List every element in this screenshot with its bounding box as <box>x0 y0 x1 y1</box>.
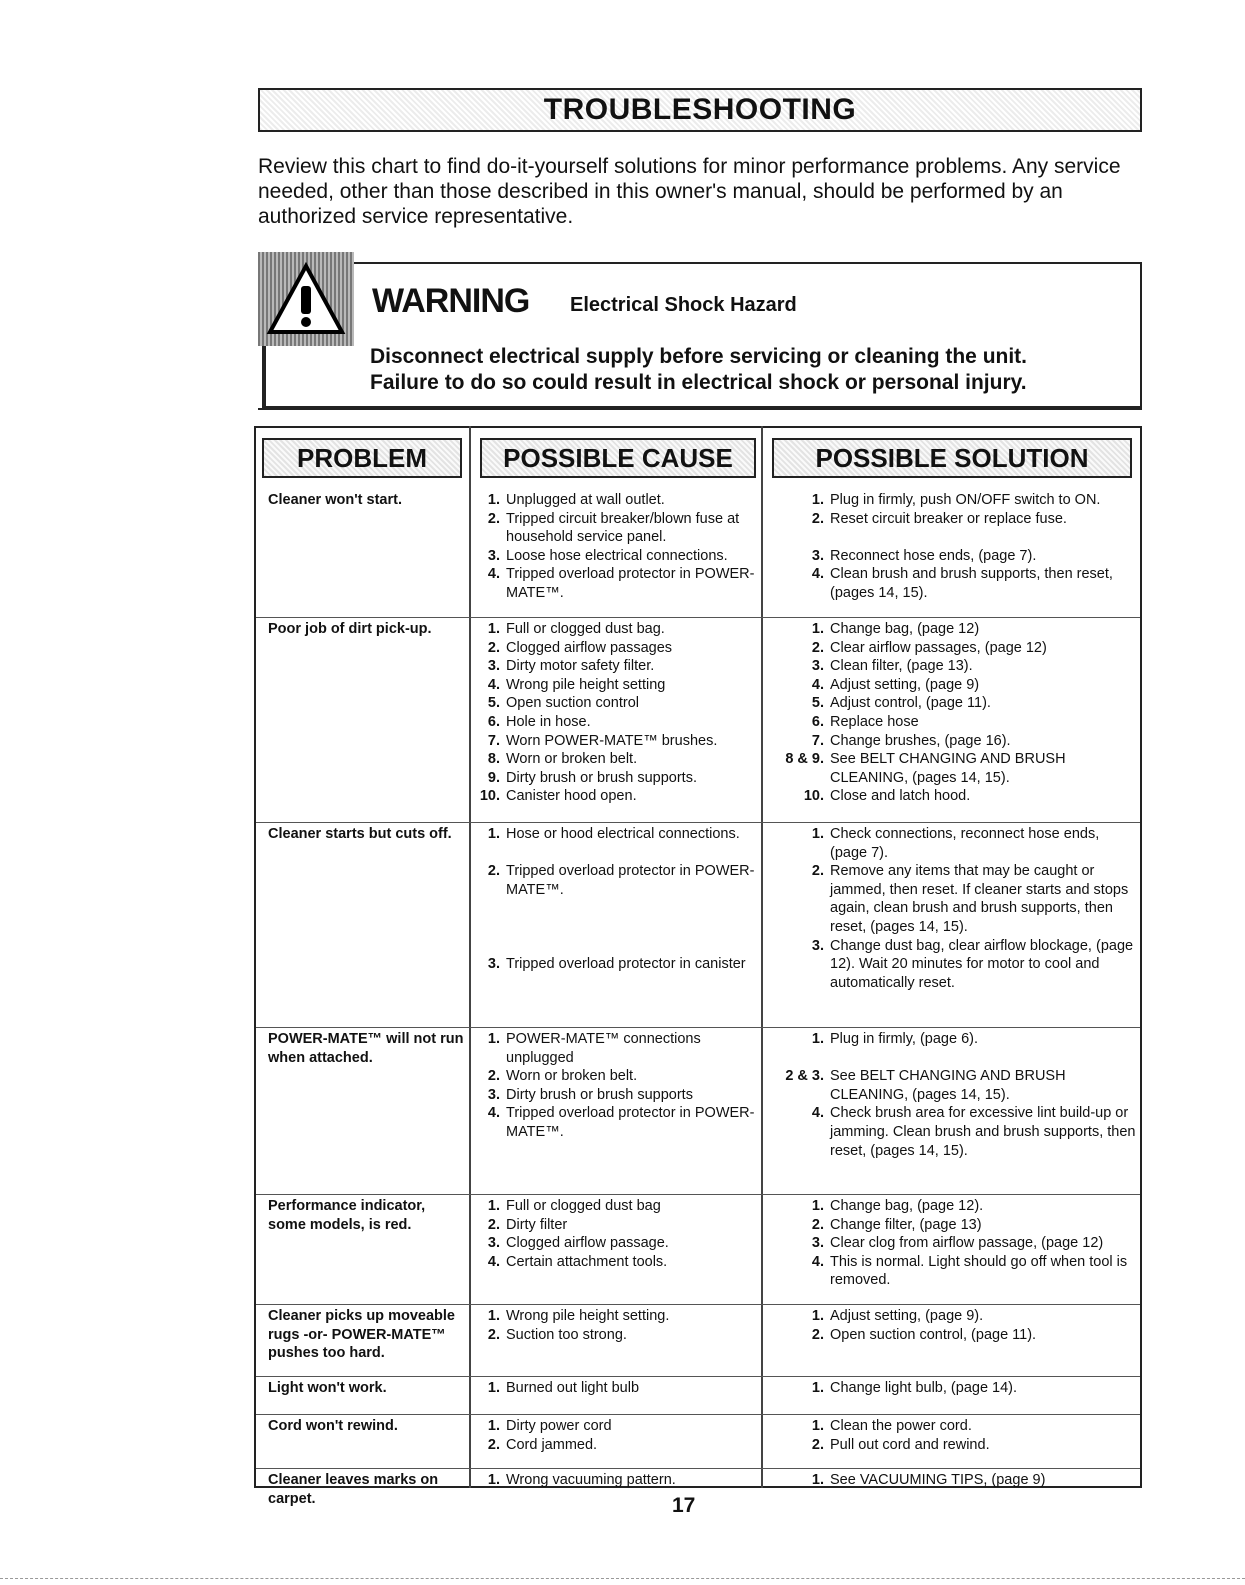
item-number: 1. <box>811 1380 824 1396</box>
cause-item <box>478 1197 758 1216</box>
table-row <box>256 1377 1140 1415</box>
cause-item <box>478 491 758 510</box>
solution-cell <box>762 1195 1140 1304</box>
item-number: 4. <box>487 1105 500 1122</box>
item-number: 3. <box>487 956 500 973</box>
item-number: 1. <box>487 621 500 637</box>
page-title: TROUBLESHOOTING <box>543 93 857 126</box>
item-text: Check connections, reconnect hose ends, (page 7). <box>830 826 1100 861</box>
cause-item <box>478 1216 758 1235</box>
table-row <box>256 489 1140 618</box>
item-number: 1. <box>487 1031 500 1047</box>
solution-cell <box>762 1377 1140 1414</box>
cause-item <box>478 1307 758 1326</box>
item-number: 1. <box>487 1472 500 1488</box>
intro-paragraph: Review this chart to find do-it-yourself solutions for minor performance problems. Any service needed, other than those described in this owner's manual, should be performed by an authorized service representative. <box>258 155 1121 228</box>
item-text: Full or clogged dust bag. <box>506 621 665 637</box>
item-text: Wrong pile height setting. <box>506 1308 670 1324</box>
item-text: Clean the power cord. <box>830 1418 972 1434</box>
item-text: Reconnect hose ends, (page 7). <box>830 547 1037 564</box>
solution-item <box>772 1104 1136 1160</box>
page-edge-divider <box>0 1578 1245 1579</box>
item-number: 7. <box>811 732 824 749</box>
item-text: This is normal. Light should go off when tool is removed. <box>830 1253 1128 1289</box>
item-text: See BELT CHANGING AND BRUSH CLEANING, (pages 14, 15). <box>830 1068 1066 1103</box>
solution-item <box>772 510 1136 529</box>
item-text: Unplugged at wall outlet. <box>506 492 665 508</box>
item-text: Wrong vacuuming pattern. <box>506 1472 676 1488</box>
solution-cell <box>762 618 1140 822</box>
item-number: 1. <box>811 492 824 508</box>
item-text: Canister hood open. <box>506 788 637 805</box>
item-text: Close and latch hood. <box>830 788 971 805</box>
cause-item <box>478 844 758 863</box>
item-text: Suction too strong. <box>506 1326 627 1343</box>
item-text: Change bag, (page 12) <box>830 621 980 637</box>
page-number: 17 <box>672 1494 696 1517</box>
cause-cell <box>470 1377 762 1414</box>
item-text: Check brush area for excessive lint build-up or jamming. Clean brush and brush supports, then reset, (pages 14, 15). <box>830 1105 1136 1159</box>
item-text: Worn or broken belt. <box>506 1068 638 1085</box>
cause-cell <box>470 823 762 1027</box>
cause-item <box>478 1086 758 1105</box>
solution-item <box>772 1326 1136 1345</box>
item-text: POWER-MATE™ connections unplugged <box>506 1031 701 1066</box>
item-text: Dirty power cord <box>506 1418 612 1434</box>
problem-cell: POWER-MATE™ will not run when attached. <box>268 1031 464 1066</box>
item-number: 1. <box>487 1418 500 1434</box>
cause-item <box>478 899 758 918</box>
item-number: 6. <box>487 713 500 730</box>
item-number: 4. <box>811 566 824 583</box>
cause-item <box>478 1471 758 1490</box>
item-text: Hose or hood electrical connections. <box>506 826 740 842</box>
warning-text <box>370 344 1130 396</box>
problem-cell: Performance indicator, some models, is red. <box>268 1198 426 1233</box>
solution-item <box>772 1067 1136 1104</box>
item-number: 1. <box>811 1418 824 1434</box>
cause-cell <box>470 1195 762 1304</box>
warning-triangle-icon <box>258 252 354 346</box>
item-number: 4. <box>487 566 500 583</box>
problem-cell: Cleaner starts but cuts off. <box>268 826 452 842</box>
item-text: Change dust bag, clear airflow blockage, (page 12). Wait 20 minutes for motor to cool and automatically reset. <box>830 937 1134 991</box>
solution-item <box>772 862 1136 936</box>
cause-item <box>478 750 758 769</box>
item-number: 3. <box>487 1086 500 1103</box>
item-number: 2. <box>487 639 500 656</box>
item-number: 2. <box>811 1436 824 1453</box>
solution-cell <box>762 1028 1140 1194</box>
item-number: 4. <box>811 1253 824 1270</box>
item-number: 1. <box>811 621 824 637</box>
solution-item <box>772 787 1136 806</box>
item-number: 2. <box>487 510 500 527</box>
item-text <box>506 844 758 863</box>
item-number: 2. <box>487 1326 500 1343</box>
item-number: 2. <box>811 639 824 656</box>
item-number <box>772 528 830 547</box>
item-number: 10. <box>479 788 500 805</box>
item-text: Open suction control <box>506 695 639 712</box>
solution-item <box>772 1030 1136 1049</box>
cause-item <box>478 676 758 695</box>
warning-heading: WARNING <box>372 282 530 320</box>
cause-item <box>478 918 758 937</box>
item-text: Worn or broken belt. <box>506 751 638 768</box>
item-text: Change brushes, (page 16). <box>830 732 1011 749</box>
item-text: Loose hose electrical connections. <box>506 547 728 564</box>
problem-cell: Cleaner leaves marks on carpet. <box>268 1472 439 1507</box>
solution-item <box>772 1216 1136 1235</box>
solution-item <box>772 547 1136 566</box>
solution-item <box>772 528 1136 547</box>
cause-item <box>478 547 758 566</box>
item-number: 4. <box>811 676 824 693</box>
solution-item <box>772 750 1136 787</box>
item-number: 4. <box>487 676 500 693</box>
item-text: Change filter, (page 13) <box>830 1216 982 1233</box>
item-text: Clean filter, (page 13). <box>830 658 973 675</box>
item-text: Change light bulb, (page 14). <box>830 1380 1018 1396</box>
solution-cell <box>762 1415 1140 1468</box>
cause-item <box>478 862 758 899</box>
item-text <box>506 918 758 937</box>
item-number: 7. <box>487 732 500 749</box>
item-number <box>478 899 506 918</box>
cause-item <box>478 1253 758 1272</box>
table-row <box>256 1469 1140 1528</box>
item-number: 3. <box>811 547 824 564</box>
cause-cell <box>470 1028 762 1194</box>
item-text: Clear clog from airflow passage, (page 12) <box>830 1235 1104 1252</box>
item-text: Tripped overload protector in POWER-MATE™. <box>506 863 755 898</box>
solution-cell <box>762 1305 1140 1376</box>
item-text: Plug in firmly, (page 6). <box>830 1031 979 1047</box>
item-text: Tripped overload protector in canister <box>506 956 746 973</box>
warning-subheading: Electrical Shock Hazard <box>570 294 797 316</box>
item-number: 3. <box>487 658 500 675</box>
item-number: 2. <box>487 863 500 880</box>
item-number <box>478 844 506 863</box>
item-number: 2. <box>487 1068 500 1085</box>
cause-item <box>478 1067 758 1086</box>
item-text: Dirty filter <box>506 1216 568 1233</box>
problem-cell: Cleaner picks up moveable rugs -or- POWER-MATE™ pushes too hard. <box>268 1308 455 1362</box>
item-text: Adjust setting, (page 9). <box>830 1308 984 1324</box>
item-text: Wrong pile height setting <box>506 676 666 693</box>
cause-item <box>478 1030 758 1067</box>
item-number: 8. <box>487 751 500 768</box>
cause-item <box>478 825 758 844</box>
item-number: 8 & 9. <box>785 751 824 768</box>
header-possible-solution: POSSIBLE SOLUTION <box>772 438 1132 478</box>
cause-item <box>478 1326 758 1345</box>
cause-cell <box>470 1305 762 1376</box>
item-text: Pull out cord and rewind. <box>830 1436 990 1453</box>
item-number: 2. <box>811 863 824 880</box>
item-text: Certain attachment tools. <box>506 1253 668 1270</box>
cause-item <box>478 639 758 658</box>
item-number <box>478 937 506 956</box>
problem-cell: Poor job of dirt pick-up. <box>268 621 432 637</box>
item-number: 1. <box>811 1308 824 1324</box>
item-text: See BELT CHANGING AND BRUSH CLEANING, (pages 14, 15). <box>830 751 1066 786</box>
table-row <box>256 1028 1140 1195</box>
item-text: Clear airflow passages, (page 12) <box>830 639 1047 656</box>
table-row <box>256 1415 1140 1469</box>
item-number: 2. <box>811 1326 824 1343</box>
item-text: Clogged airflow passage. <box>506 1235 669 1252</box>
problem-cell: Cord won't rewind. <box>268 1418 398 1434</box>
cause-item <box>478 787 758 806</box>
item-text: Tripped overload protector in POWER-MATE™. <box>506 566 755 601</box>
item-number: 4. <box>811 1105 824 1122</box>
solution-item <box>772 825 1136 862</box>
warning-line-1: Disconnect electrical supply before servicing or cleaning the unit. <box>370 345 1028 368</box>
item-number: 3. <box>487 547 500 564</box>
table-row <box>256 1305 1140 1377</box>
cause-item <box>478 510 758 547</box>
item-text: Tripped circuit breaker/blown fuse at household service panel. <box>506 510 740 546</box>
item-text <box>506 899 758 918</box>
table-body <box>256 489 1140 1528</box>
solution-item <box>772 937 1136 993</box>
cause-item <box>478 769 758 788</box>
table-row <box>256 618 1140 823</box>
item-number: 5. <box>487 695 500 712</box>
item-text: Worn POWER-MATE™ brushes. <box>506 732 718 749</box>
item-text: Burned out light bulb <box>506 1380 640 1396</box>
item-text: Tripped overload protector in POWER-MATE™. <box>506 1105 755 1140</box>
solution-item <box>772 1197 1136 1216</box>
item-text <box>506 937 758 956</box>
warning-box-left-rule <box>262 346 266 408</box>
item-number: 4. <box>487 1253 500 1270</box>
item-text: See VACUUMING TIPS, (page 9) <box>830 1472 1046 1488</box>
item-number: 1. <box>811 826 824 842</box>
item-text: Cord jammed. <box>506 1436 598 1453</box>
solution-item <box>772 657 1136 676</box>
item-number: 2. <box>487 1216 500 1233</box>
item-number: 2. <box>811 510 824 527</box>
problem-cell: Light won't work. <box>268 1380 387 1396</box>
item-number: 3. <box>487 1235 500 1252</box>
item-number: 1. <box>811 1472 824 1488</box>
item-number: 3. <box>811 658 824 675</box>
page-title-bar <box>258 88 1142 132</box>
cause-item <box>478 937 758 956</box>
item-text: Open suction control, (page 11). <box>830 1326 1037 1343</box>
item-text: Remove any items that may be caught or jammed, then reset. If cleaner starts and stops again, clean brush and brush supports, then reset, (pages 14, 15). <box>830 863 1129 935</box>
item-number: 3. <box>811 1235 824 1252</box>
item-number: 1. <box>487 1198 500 1214</box>
solution-item <box>772 1417 1136 1436</box>
item-number: 1. <box>487 826 500 842</box>
item-number <box>772 1049 830 1068</box>
solution-item <box>772 732 1136 751</box>
item-text <box>830 1049 1136 1068</box>
cause-item <box>478 565 758 602</box>
cause-item <box>478 1104 758 1141</box>
solution-item <box>772 1307 1136 1326</box>
solution-item <box>772 1436 1136 1455</box>
item-number: 1. <box>811 1031 824 1047</box>
item-number: 1. <box>811 1198 824 1214</box>
item-text: Adjust setting, (page 9) <box>830 676 980 693</box>
item-number <box>478 918 506 937</box>
solution-item <box>772 491 1136 510</box>
cause-item <box>478 620 758 639</box>
item-text: Change bag, (page 12). <box>830 1198 984 1214</box>
item-number: 9. <box>487 769 500 786</box>
item-text: Clogged airflow passages <box>506 639 673 656</box>
item-text: Dirty motor safety filter. <box>506 658 655 675</box>
warning-box-bottom-rule <box>262 406 1142 410</box>
solution-item <box>772 1234 1136 1253</box>
item-number: 1. <box>487 492 500 508</box>
solution-item <box>772 1253 1136 1290</box>
solution-cell <box>762 489 1140 617</box>
solution-item <box>772 713 1136 732</box>
cause-cell <box>470 1415 762 1468</box>
solution-cell <box>762 1469 1140 1528</box>
cause-item <box>478 732 758 751</box>
solution-item <box>772 1471 1136 1490</box>
cause-item <box>478 1417 758 1436</box>
cause-item <box>478 1436 758 1455</box>
item-text: Adjust control, (page 11). <box>830 695 991 712</box>
solution-item <box>772 620 1136 639</box>
item-number: 3. <box>811 937 824 954</box>
item-number: 1. <box>487 1380 500 1396</box>
solution-item <box>772 565 1136 602</box>
cause-item <box>478 713 758 732</box>
item-text: Clean brush and brush supports, then reset, (pages 14, 15). <box>830 566 1113 601</box>
cause-cell <box>470 1469 762 1528</box>
cause-cell <box>470 618 762 822</box>
item-text: Hole in hose. <box>506 713 591 730</box>
cause-item <box>478 657 758 676</box>
item-number: 2. <box>811 1216 824 1233</box>
solution-item <box>772 639 1136 658</box>
item-number: 1. <box>487 1308 500 1324</box>
table-row <box>256 1195 1140 1305</box>
item-number: 2. <box>487 1436 500 1453</box>
cause-item <box>478 1234 758 1253</box>
item-number: 10. <box>803 788 824 805</box>
solution-item <box>772 1049 1136 1068</box>
solution-item <box>772 676 1136 695</box>
item-text: Replace hose <box>830 713 919 730</box>
solution-item <box>772 1379 1136 1398</box>
header-possible-cause: POSSIBLE CAUSE <box>480 438 756 478</box>
item-text: Dirty brush or brush supports. <box>506 769 697 786</box>
item-text: Dirty brush or brush supports <box>506 1086 693 1103</box>
table-row <box>256 823 1140 1028</box>
cause-item <box>478 955 758 974</box>
cause-item <box>478 1379 758 1398</box>
cause-item <box>478 694 758 713</box>
item-number: 6. <box>811 713 824 730</box>
solution-cell <box>762 823 1140 1027</box>
item-number: 2 & 3. <box>785 1068 824 1085</box>
item-text: Reset circuit breaker or replace fuse. <box>830 510 1067 527</box>
cause-cell <box>470 489 762 617</box>
item-text <box>830 528 1136 547</box>
warning-line-2: Failure to do so could result in electrical shock or personal injury. <box>370 371 1027 394</box>
header-problem: PROBLEM <box>262 438 462 478</box>
item-number: 5. <box>811 695 824 712</box>
problem-cell: Cleaner won't start. <box>268 492 402 508</box>
solution-item <box>772 694 1136 713</box>
item-text: Plug in firmly, push ON/OFF switch to ON. <box>830 492 1101 508</box>
item-text: Full or clogged dust bag <box>506 1198 661 1214</box>
